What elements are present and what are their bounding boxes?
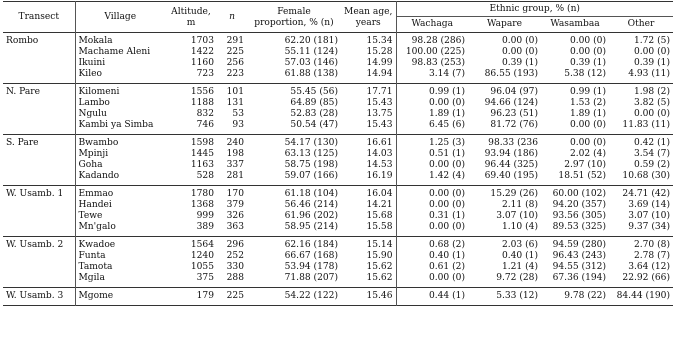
altitude-cell: 389: [196, 222, 214, 232]
mean-age-cell: 14.99: [366, 58, 393, 68]
altitude-cell: 1188: [190, 98, 214, 108]
header-female: [247, 2, 341, 33]
wapare-cell: 93.94 (186): [484, 149, 538, 159]
wachaga-cell: 0.00 (0): [396, 273, 468, 288]
n-cell: 379: [226, 200, 244, 210]
other-cell: 24.71 (42): [622, 189, 670, 199]
wasambaa-cell: 2.97 (10): [564, 160, 606, 170]
village-cell: Ngulu: [75, 109, 165, 120]
header-altitude-line2: m: [186, 17, 196, 28]
female-proportion-cell: 55.11 (124): [284, 47, 338, 57]
mean-age-cell: 16.61: [366, 138, 393, 148]
header-age-line1: Mean age,: [344, 6, 393, 17]
table-row: [3, 69, 673, 84]
wachaga-cell: 100.00 (225): [396, 47, 468, 58]
female-proportion-cell: 52.83 (28): [290, 109, 338, 119]
n-cell: 223: [226, 69, 244, 79]
female-proportion-cell: 54.17 (130): [284, 138, 338, 148]
table-row: [3, 98, 673, 109]
transect-cell: [3, 211, 75, 222]
wapare-cell: 0.00 (0): [501, 36, 538, 46]
n-cell: 53: [232, 109, 244, 119]
village-cell: Kwadoe: [75, 237, 165, 252]
mean-age-cell: 15.34: [366, 36, 393, 46]
transect-cell: [3, 120, 75, 135]
table-row: [3, 200, 673, 211]
wasambaa-cell: 89.53 (325): [552, 222, 606, 232]
altitude-cell: 179: [196, 291, 214, 301]
female-proportion-cell: 56.46 (214): [284, 200, 338, 210]
altitude-cell: 1163: [190, 160, 214, 170]
table-row: [3, 273, 673, 288]
n-cell: 288: [226, 273, 244, 283]
village-cell: Funta: [75, 251, 165, 262]
village-cell: Kadando: [75, 171, 165, 186]
header-village: [75, 2, 165, 33]
wasambaa-cell: 0.99 (1): [569, 87, 606, 97]
table-row: [3, 58, 673, 69]
other-cell: 22.92 (66): [622, 273, 670, 283]
other-cell: 0.59 (2): [633, 160, 670, 170]
wachaga-cell: 0.00 (0): [396, 222, 468, 237]
wapare-cell: 0.40 (1): [501, 251, 538, 261]
n-cell: 101: [226, 87, 244, 97]
female-proportion-cell: 53.94 (178): [284, 262, 338, 272]
village-cell: Mgila: [75, 273, 165, 288]
wasambaa-cell: 0.39 (1): [569, 58, 606, 68]
header-village-label: Village: [104, 12, 137, 22]
wachaga-cell: 1.89 (1): [396, 109, 468, 120]
table-header: [3, 2, 673, 33]
transect-group: [3, 288, 673, 306]
other-cell: 2.70 (8): [633, 240, 670, 250]
female-proportion-cell: 66.67 (168): [284, 251, 338, 261]
table-row: [3, 211, 673, 222]
transect-cell: [3, 171, 75, 186]
wachaga-cell: 3.14 (7): [396, 69, 468, 84]
table-row: [3, 288, 673, 306]
other-cell: 9.37 (34): [628, 222, 670, 232]
other-cell: 0.00 (0): [633, 47, 670, 57]
female-proportion-cell: 57.03 (146): [284, 58, 338, 68]
table-row: [3, 262, 673, 273]
wasambaa-cell: 0.00 (0): [569, 138, 606, 148]
other-cell: 2.78 (7): [633, 251, 670, 261]
mean-age-cell: 17.71: [366, 87, 393, 97]
mean-age-cell: 15.43: [366, 98, 393, 108]
mean-age-cell: 14.94: [366, 69, 393, 79]
altitude-cell: 1564: [190, 240, 214, 250]
wachaga-cell: 1.25 (3): [396, 135, 468, 150]
transect-cell: [3, 222, 75, 237]
wasambaa-cell: 94.55 (312): [552, 262, 606, 272]
header-female-line2: proportion, % (n): [254, 17, 334, 28]
mean-age-cell: 15.46: [366, 291, 393, 301]
table-row: [3, 120, 673, 135]
mean-age-cell: 15.68: [366, 211, 393, 221]
other-cell: 3.64 (12): [628, 262, 670, 272]
transect-group: [3, 237, 673, 288]
n-cell: 225: [226, 291, 244, 301]
transect-cell: [3, 109, 75, 120]
altitude-cell: 528: [196, 171, 214, 181]
wapare-cell: 1.10 (4): [501, 222, 538, 232]
mean-age-cell: 15.90: [366, 251, 393, 261]
n-cell: 252: [226, 251, 244, 261]
transect-cell: [3, 98, 75, 109]
wasambaa-cell: 0.00 (0): [569, 120, 606, 130]
wachaga-cell: 98.28 (286): [396, 33, 468, 48]
altitude-cell: 1055: [190, 262, 214, 272]
female-proportion-cell: 61.96 (202): [284, 211, 338, 221]
mean-age-cell: 14.53: [366, 160, 393, 170]
other-cell: 3.54 (7): [633, 149, 670, 159]
other-cell: 3.82 (5): [633, 98, 670, 108]
wachaga-cell: 0.51 (1): [396, 149, 468, 160]
table-row: [3, 109, 673, 120]
mean-age-cell: 14.21: [366, 200, 393, 210]
altitude-cell: 1240: [190, 251, 214, 261]
n-cell: 330: [226, 262, 244, 272]
mean-age-cell: 15.43: [366, 120, 393, 130]
altitude-cell: 1703: [190, 36, 214, 46]
wachaga-cell: 0.40 (1): [396, 251, 468, 262]
other-cell: 3.69 (14): [628, 200, 670, 210]
village-cell: Tewe: [75, 211, 165, 222]
wachaga-cell: 0.44 (1): [396, 288, 468, 306]
village-cell: Machame Aleni: [75, 47, 165, 58]
wasambaa-cell: 5.38 (12): [564, 69, 606, 79]
female-proportion-cell: 61.18 (104): [284, 189, 338, 199]
transect-cell: [3, 251, 75, 262]
wasambaa-cell: 96.43 (243): [552, 251, 606, 261]
n-cell: 240: [226, 138, 244, 148]
transect-cell: S. Pare: [6, 138, 39, 148]
female-proportion-cell: 62.20 (181): [284, 36, 338, 46]
altitude-cell: 723: [196, 69, 214, 79]
n-cell: 131: [226, 98, 244, 108]
transect-cell: [3, 149, 75, 160]
village-cell: Tamota: [75, 262, 165, 273]
n-cell: 291: [226, 36, 244, 46]
village-cell: Ikuini: [75, 58, 165, 69]
transect-cell: [3, 262, 75, 273]
table-row: [3, 47, 673, 58]
wapare-cell: 5.33 (12): [496, 291, 538, 301]
wapare-cell: 1.21 (4): [501, 262, 538, 272]
demographics-table: [3, 1, 673, 306]
table-row: [3, 135, 673, 150]
wapare-cell: 98.33 (236: [488, 138, 538, 148]
female-proportion-cell: 71.88 (207): [284, 273, 338, 283]
transect-cell: [3, 160, 75, 171]
village-cell: Mgome: [75, 288, 165, 306]
header-mean-age: [341, 2, 396, 33]
altitude-cell: 1422: [190, 47, 214, 57]
village-cell: Emmao: [75, 186, 165, 201]
header-ethnic-group: Ethnic group, % (n): [396, 2, 673, 17]
wachaga-cell: 0.00 (0): [396, 98, 468, 109]
header-age-line2: years: [355, 17, 381, 28]
female-proportion-cell: 64.89 (85): [290, 98, 338, 108]
n-cell: 296: [226, 240, 244, 250]
wasambaa-cell: 18.51 (52): [558, 171, 606, 181]
other-cell: 84.44 (190): [616, 291, 670, 301]
header-transect: Transect: [18, 12, 59, 22]
other-cell: 0.00 (0): [633, 109, 670, 119]
wapare-cell: 96.44 (325): [484, 160, 538, 170]
village-cell: Kileo: [75, 69, 165, 84]
mean-age-cell: 14.03: [366, 149, 393, 159]
n-cell: 337: [226, 160, 244, 170]
other-cell: 11.83 (11): [622, 120, 670, 130]
table-row: [3, 222, 673, 237]
transect-cell: [3, 273, 75, 288]
village-cell: Handei: [75, 200, 165, 211]
female-proportion-cell: 63.13 (125): [284, 149, 338, 159]
village-cell: Mn'galo: [75, 222, 165, 237]
altitude-cell: 1368: [190, 200, 214, 210]
wachaga-cell: 0.00 (0): [396, 200, 468, 211]
wapare-cell: 2.11 (8): [501, 200, 538, 210]
header-wasambaa: Wasambaa: [541, 17, 609, 33]
wapare-cell: 96.04 (97): [490, 87, 538, 97]
wachaga-cell: 1.42 (4): [396, 171, 468, 186]
table-row: [3, 84, 673, 99]
wapare-cell: 15.29 (26): [490, 189, 538, 199]
other-cell: 4.93 (11): [628, 69, 670, 79]
transect-cell: [3, 69, 75, 84]
table-row: [3, 251, 673, 262]
other-cell: 3.07 (10): [628, 211, 670, 221]
female-proportion-cell: 58.75 (198): [284, 160, 338, 170]
transect-cell: N. Pare: [6, 87, 41, 97]
village-cell: Lambo: [75, 98, 165, 109]
transect-group: [3, 186, 673, 237]
wasambaa-cell: 94.20 (357): [552, 200, 606, 210]
wachaga-cell: 0.68 (2): [396, 237, 468, 252]
female-proportion-cell: 59.07 (166): [284, 171, 338, 181]
transect-group: [3, 135, 673, 186]
female-proportion-cell: 61.88 (138): [284, 69, 338, 79]
wachaga-cell: 0.31 (1): [396, 211, 468, 222]
other-cell: 1.72 (5): [633, 36, 670, 46]
mean-age-cell: 13.75: [366, 109, 393, 119]
wapare-cell: 94.66 (124): [484, 98, 538, 108]
table-row: [3, 149, 673, 160]
wasambaa-cell: 94.59 (280): [552, 240, 606, 250]
village-cell: Goha: [75, 160, 165, 171]
n-cell: 93: [232, 120, 244, 130]
wasambaa-cell: 1.53 (2): [569, 98, 606, 108]
altitude-cell: 1598: [190, 138, 214, 148]
header-altitude-line1: Altitude,: [171, 6, 211, 17]
female-proportion-cell: 54.22 (122): [284, 291, 338, 301]
wachaga-cell: 0.00 (0): [396, 186, 468, 201]
other-cell: 0.42 (1): [633, 138, 670, 148]
mean-age-cell: 15.62: [366, 262, 393, 272]
transect-cell: W. Usamb. 1: [6, 189, 64, 199]
wapare-cell: 96.23 (51): [490, 109, 538, 119]
wachaga-cell: 0.61 (2): [396, 262, 468, 273]
other-cell: 10.68 (30): [622, 171, 670, 181]
transect-cell: W. Usamb. 3: [6, 291, 64, 301]
transect-cell: [3, 58, 75, 69]
village-cell: Mokala: [75, 33, 165, 48]
header-altitude: [165, 2, 217, 33]
wapare-cell: 86.55 (193): [484, 69, 538, 79]
village-cell: Mpinji: [75, 149, 165, 160]
wapare-cell: 0.00 (0): [501, 47, 538, 57]
wachaga-cell: 0.00 (0): [396, 160, 468, 171]
n-cell: 225: [226, 47, 244, 57]
mean-age-cell: 15.28: [366, 47, 393, 57]
wasambaa-cell: 0.00 (0): [569, 36, 606, 46]
transect-cell: W. Usamb. 2: [6, 240, 64, 250]
altitude-cell: 375: [196, 273, 214, 283]
transect-cell: Rombo: [6, 36, 39, 46]
table-row: [3, 186, 673, 201]
transect-group: [3, 33, 673, 84]
wasambaa-cell: 9.78 (22): [564, 291, 606, 301]
header-wapare: Wapare: [468, 17, 541, 33]
altitude-cell: 1556: [190, 87, 214, 97]
header-female-line1: Female: [277, 6, 311, 17]
mean-age-cell: 15.58: [366, 222, 393, 232]
wapare-cell: 0.39 (1): [501, 58, 538, 68]
mean-age-cell: 15.14: [366, 240, 393, 250]
transect-cell: [3, 47, 75, 58]
header-n: n: [229, 12, 235, 22]
village-cell: Kilomeni: [75, 84, 165, 99]
table-row: [3, 171, 673, 186]
village-cell: Bwambo: [75, 135, 165, 150]
altitude-cell: 1445: [190, 149, 214, 159]
transect-cell: [3, 200, 75, 211]
wapare-cell: 69.40 (195): [484, 171, 538, 181]
mean-age-cell: 16.04: [366, 189, 393, 199]
altitude-cell: 1160: [190, 58, 214, 68]
wasambaa-cell: 0.00 (0): [569, 47, 606, 57]
table-row: [3, 160, 673, 171]
table-row: [3, 237, 673, 252]
wachaga-cell: 6.45 (6): [396, 120, 468, 135]
wasambaa-cell: 93.56 (305): [552, 211, 606, 221]
female-proportion-cell: 55.45 (56): [290, 87, 338, 97]
altitude-cell: 999: [196, 211, 214, 221]
wapare-cell: 3.07 (10): [496, 211, 538, 221]
wasambaa-cell: 2.02 (4): [569, 149, 606, 159]
altitude-cell: 832: [196, 109, 214, 119]
village-cell: Kambi ya Simba: [75, 120, 165, 135]
wasambaa-cell: 67.36 (194): [552, 273, 606, 283]
other-cell: 1.98 (2): [633, 87, 670, 97]
mean-age-cell: 16.19: [366, 171, 393, 181]
header-other: Other: [609, 17, 673, 33]
n-cell: 256: [226, 58, 244, 68]
n-cell: 363: [226, 222, 244, 232]
wapare-cell: 81.72 (76): [490, 120, 538, 130]
wapare-cell: 9.72 (28): [496, 273, 538, 283]
n-cell: 326: [226, 211, 244, 221]
n-cell: 198: [226, 149, 244, 159]
other-cell: 0.39 (1): [633, 58, 670, 68]
wachaga-cell: 98.83 (253): [396, 58, 468, 69]
wasambaa-cell: 60.00 (102): [552, 189, 606, 199]
female-proportion-cell: 58.95 (214): [284, 222, 338, 232]
transect-group: [3, 84, 673, 135]
n-cell: 281: [226, 171, 244, 181]
wachaga-cell: 0.99 (1): [396, 84, 468, 99]
female-proportion-cell: 62.16 (184): [284, 240, 338, 250]
altitude-cell: 746: [196, 120, 214, 130]
altitude-cell: 1780: [190, 189, 214, 199]
header-wachaga: Wachaga: [396, 17, 468, 33]
n-cell: 170: [226, 189, 244, 199]
table-row: [3, 33, 673, 48]
female-proportion-cell: 50.54 (47): [290, 120, 338, 130]
wasambaa-cell: 1.89 (1): [569, 109, 606, 119]
wapare-cell: 2.03 (6): [501, 240, 538, 250]
mean-age-cell: 15.62: [366, 273, 393, 283]
